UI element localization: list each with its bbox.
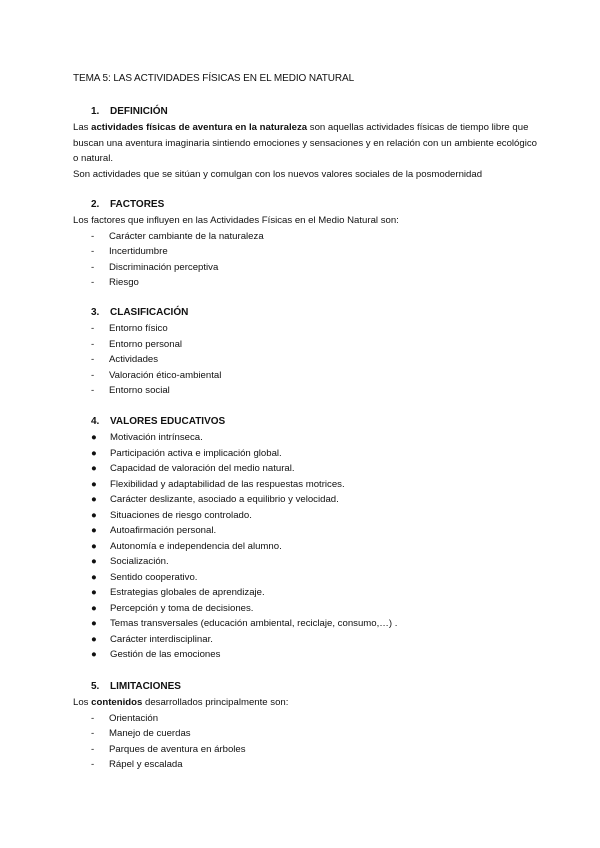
- list-item-text: Carácter interdisciplinar.: [110, 633, 213, 645]
- section-title: LIMITACIONES: [110, 681, 181, 692]
- section-number: 2.: [91, 199, 100, 210]
- section-heading: [0, 104, 600, 120]
- factores-list: [0, 229, 600, 291]
- section-number: 4.: [91, 416, 100, 427]
- list-item: [0, 726, 600, 742]
- section-limitaciones: [0, 679, 600, 773]
- list-item: [0, 461, 600, 477]
- document-title: TEMA 5: LAS ACTIVIDADES FÍSICAS EN EL MEDIO NATURAL: [73, 73, 355, 84]
- list-item-text: Autonomía e independencia del alumno.: [110, 540, 282, 552]
- list-item: [0, 570, 600, 586]
- dash-marker: -: [91, 385, 95, 396]
- list-item: [0, 383, 600, 399]
- list-item: [0, 275, 600, 291]
- bullet-icon: ●: [91, 587, 97, 598]
- bullet-icon: ●: [91, 432, 97, 443]
- dash-marker: -: [91, 323, 95, 334]
- list-item-text: Motivación intrínseca.: [110, 432, 203, 443]
- list-item: [0, 337, 600, 353]
- section-number: 5.: [91, 681, 100, 692]
- bullet-icon: ●: [91, 618, 97, 629]
- list-item: [0, 757, 600, 773]
- list-item: [0, 446, 600, 462]
- bullet-icon: ●: [91, 447, 97, 459]
- list-item: [0, 647, 600, 663]
- bullet-icon: ●: [91, 540, 97, 552]
- bullet-icon: ●: [91, 602, 97, 614]
- list-item-text: Valoración ético-ambiental: [109, 369, 222, 381]
- dash-marker: -: [91, 230, 95, 242]
- limitaciones-list: [0, 711, 600, 773]
- bullet-icon: ●: [91, 649, 97, 660]
- dash-marker: -: [91, 261, 95, 273]
- dash-marker: -: [91, 277, 95, 288]
- dash-marker: -: [91, 728, 95, 739]
- list-item: [0, 492, 600, 508]
- section-title: DEFINICIÓN: [110, 106, 168, 117]
- list-item: [0, 244, 600, 260]
- list-item-text: Flexibilidad y adaptabilidad de las respuestas motrices.: [110, 478, 345, 490]
- list-item-text: Orientación: [109, 712, 159, 724]
- list-item-text: Capacidad de valoración del medio natural.: [110, 463, 295, 474]
- list-item-text: Socialización.: [110, 556, 169, 567]
- dash-marker: -: [91, 369, 95, 381]
- section-title: CLASIFICACIÓN: [110, 307, 189, 318]
- paragraph-text: Las: [73, 122, 92, 133]
- list-item-text: Estrategias globales de aprendizaje.: [110, 587, 265, 598]
- list-item: [0, 260, 600, 276]
- list-item-text: Entorno social: [109, 385, 170, 396]
- section-intro: [0, 695, 600, 711]
- list-item: [0, 616, 600, 632]
- section-title: VALORES EDUCATIVOS: [110, 416, 226, 427]
- section-heading: [0, 197, 600, 213]
- list-item-text: Sentido cooperativo.: [110, 571, 198, 583]
- bullet-icon: ●: [91, 556, 97, 567]
- section-title: FACTORES: [110, 199, 165, 210]
- list-item: [0, 711, 600, 727]
- bullet-icon: ●: [91, 463, 97, 474]
- list-item: [0, 742, 600, 758]
- section-number: 1.: [91, 106, 100, 117]
- section-clasificacion: [0, 305, 600, 399]
- dash-marker: -: [91, 712, 95, 724]
- list-item: [0, 632, 600, 648]
- bullet-icon: ●: [91, 478, 97, 490]
- list-item: [0, 554, 600, 570]
- list-item-text: Gestión de las emociones: [110, 649, 221, 660]
- bold-term: actividades físicas de aventura en la naturaleza: [91, 122, 308, 133]
- list-item-text: Rápel y escalada: [109, 759, 183, 770]
- paragraph-text: desarrollados principalmente son:: [142, 697, 289, 708]
- bullet-icon: ●: [91, 494, 97, 505]
- section-valores-educativos: [0, 414, 600, 663]
- bullet-icon: ●: [91, 525, 97, 536]
- list-item-text: Carácter deslizante, asociado a equilibrio y velocidad.: [110, 494, 339, 505]
- list-item-text: Entorno personal: [109, 338, 183, 350]
- bold-term: contenidos: [91, 697, 143, 708]
- bullet-icon: ●: [91, 571, 97, 583]
- list-item: [0, 539, 600, 555]
- list-item-text: Temas transversales (educación ambiental, reciclaje, consumo,…) .: [110, 618, 398, 629]
- list-item-text: Carácter cambiante de la naturaleza: [109, 230, 264, 242]
- valores-list: [0, 430, 600, 663]
- section-heading: [0, 305, 600, 321]
- list-item-text: Incertidumbre: [109, 246, 168, 257]
- dash-marker: -: [91, 338, 95, 350]
- list-item-text: Discriminación perceptiva: [109, 261, 219, 273]
- dash-marker: -: [91, 759, 95, 770]
- list-item: [0, 229, 600, 245]
- bullet-icon: ●: [91, 509, 97, 521]
- section-heading: [0, 679, 600, 695]
- section-intro: Los factores que influyen en las Actividades Físicas en el Medio Natural son:: [73, 215, 399, 226]
- list-item: [0, 585, 600, 601]
- section-factores: [0, 197, 600, 291]
- list-item-text: Participación activa e implicación global.: [110, 447, 282, 459]
- paragraph-text: Los: [73, 697, 92, 708]
- definition-paragraph: [0, 120, 600, 167]
- bullet-icon: ●: [91, 633, 97, 645]
- list-item: [0, 368, 600, 384]
- section-definicion: [0, 104, 600, 182]
- list-item-text: Parques de aventura en árboles: [109, 743, 246, 755]
- list-item: [0, 352, 600, 368]
- list-item-text: Manejo de cuerdas: [109, 728, 191, 739]
- list-item: [0, 523, 600, 539]
- dash-marker: -: [91, 743, 95, 755]
- list-item: [0, 477, 600, 493]
- list-item-text: Percepción y toma de decisiones.: [110, 602, 254, 614]
- clasificacion-list: [0, 321, 600, 399]
- list-item: [0, 508, 600, 524]
- list-item-text: Actividades: [109, 354, 159, 365]
- section-number: 3.: [91, 307, 100, 318]
- dash-marker: -: [91, 246, 95, 257]
- list-item-text: Autoafirmación personal.: [110, 525, 217, 536]
- list-item-text: Entorno físico: [109, 323, 168, 334]
- paragraph-text: son aquellas actividades físicas de tiempo libre que buscan una aventura imaginaria sintiendo emociones y sensaciones y en relación con un ambiente ecológico o natural.: [73, 122, 537, 164]
- list-item: [0, 321, 600, 337]
- list-item-text: Riesgo: [109, 277, 139, 288]
- paragraph: Son actividades que se sitúan y comulgan con los nuevos valores sociales de la posmodernidad: [73, 168, 483, 180]
- dash-marker: -: [91, 354, 95, 365]
- list-item: [0, 601, 600, 617]
- list-item: [0, 430, 600, 446]
- section-heading: [0, 414, 600, 430]
- list-item-text: Situaciones de riesgo controlado.: [110, 509, 252, 521]
